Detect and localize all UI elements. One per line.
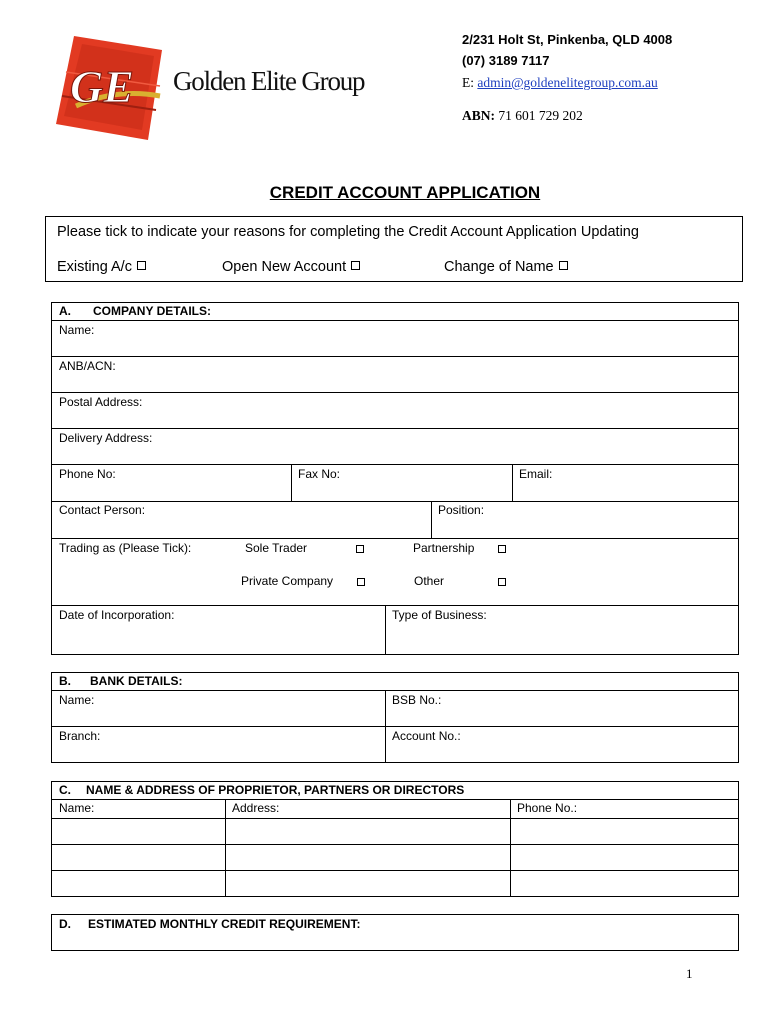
company-email-line (462, 75, 658, 91)
section-header: NAME & ADDRESS OF PROPRIETOR, PARTNERS OR DIRECTORS (86, 783, 465, 797)
option-sole-trader: Sole Trader (245, 541, 308, 555)
company-abn-line (462, 108, 583, 124)
reasons-box (45, 216, 743, 282)
field-branch[interactable]: Branch: (59, 729, 101, 743)
column-name: Name: (59, 801, 95, 815)
reason-existing-account[interactable] (57, 259, 146, 275)
section-header: COMPANY DETAILS: (93, 304, 212, 318)
email-link[interactable]: admin@goldenelitegroup.com.au (477, 75, 658, 90)
company-phone: (07) 3189 7117 (462, 53, 550, 68)
page-number: 1 (686, 966, 693, 981)
field-abn-acn[interactable]: ANB/ACN: (59, 359, 116, 373)
option-partnership: Partnership (413, 541, 475, 555)
field-email[interactable]: Email: (519, 467, 553, 481)
checkbox-icon[interactable] (351, 261, 360, 270)
option-other: Other (414, 574, 445, 588)
field-account-no[interactable]: Account No.: (392, 729, 461, 743)
table-row[interactable] (52, 845, 738, 870)
logo-lettering: GE (70, 61, 134, 112)
reason-label: Existing A/c (57, 259, 132, 275)
option-private-company: Private Company (241, 574, 334, 588)
field-fax[interactable]: Fax No: (298, 467, 341, 481)
company-logo (56, 36, 166, 140)
section-bank-details (51, 672, 739, 763)
sole-trader-checkbox[interactable] (356, 545, 364, 553)
company-address: 2/231 Holt St, Pinkenba, QLD 4008 (462, 32, 673, 47)
section-letter: A. (59, 304, 71, 318)
brand-name: Golden Elite Group (173, 66, 365, 96)
checkbox-icon[interactable] (559, 261, 568, 270)
column-address: Address: (232, 801, 280, 815)
field-date-of-incorporation[interactable]: Date of Incorporation: (59, 608, 175, 622)
section-proprietors (51, 781, 739, 897)
private-company-checkbox[interactable] (357, 578, 365, 586)
checkbox-icon[interactable] (137, 261, 146, 270)
reason-label: Change of Name (444, 259, 554, 275)
column-phone: Phone No.: (517, 801, 578, 815)
field-position[interactable]: Position: (438, 503, 485, 517)
abn-label: ABN: (462, 108, 495, 123)
other-checkbox[interactable] (498, 578, 506, 586)
section-company-details (51, 302, 739, 655)
trading-as-label: Trading as (Please Tick): (59, 541, 192, 555)
section-letter: C. (59, 783, 71, 797)
field-delivery-address[interactable]: Delivery Address: (59, 431, 153, 445)
section-header: ESTIMATED MONTHLY CREDIT REQUIREMENT: (88, 917, 361, 931)
section-letter: D. (59, 917, 71, 931)
table-row[interactable] (52, 871, 738, 896)
field-type-of-business[interactable]: Type of Business: (392, 608, 487, 622)
reason-label: Open New Account (222, 259, 347, 275)
page-title: CREDIT ACCOUNT APPLICATION (269, 183, 541, 202)
email-prefix: E: (462, 75, 474, 90)
field-bsb[interactable]: BSB No.: (392, 693, 442, 707)
reason-open-new-account[interactable] (222, 259, 360, 275)
reason-change-of-name[interactable] (444, 259, 568, 275)
field-contact-person[interactable]: Contact Person: (59, 503, 146, 517)
section-credit-requirement[interactable] (51, 914, 739, 951)
field-bank-name[interactable]: Name: (59, 693, 95, 707)
table-row[interactable] (52, 819, 738, 844)
section-header: BANK DETAILS: (90, 674, 183, 688)
field-phone[interactable]: Phone No: (59, 467, 116, 481)
field-company-name[interactable]: Name: (59, 323, 95, 337)
reasons-prompt: Please tick to indicate your reasons for completing the Credit Account Application Updating (57, 224, 639, 240)
abn-value: 71 601 729 202 (498, 108, 583, 123)
section-letter: B. (59, 674, 71, 688)
partnership-checkbox[interactable] (498, 545, 506, 553)
field-postal-address[interactable]: Postal Address: (59, 395, 143, 409)
